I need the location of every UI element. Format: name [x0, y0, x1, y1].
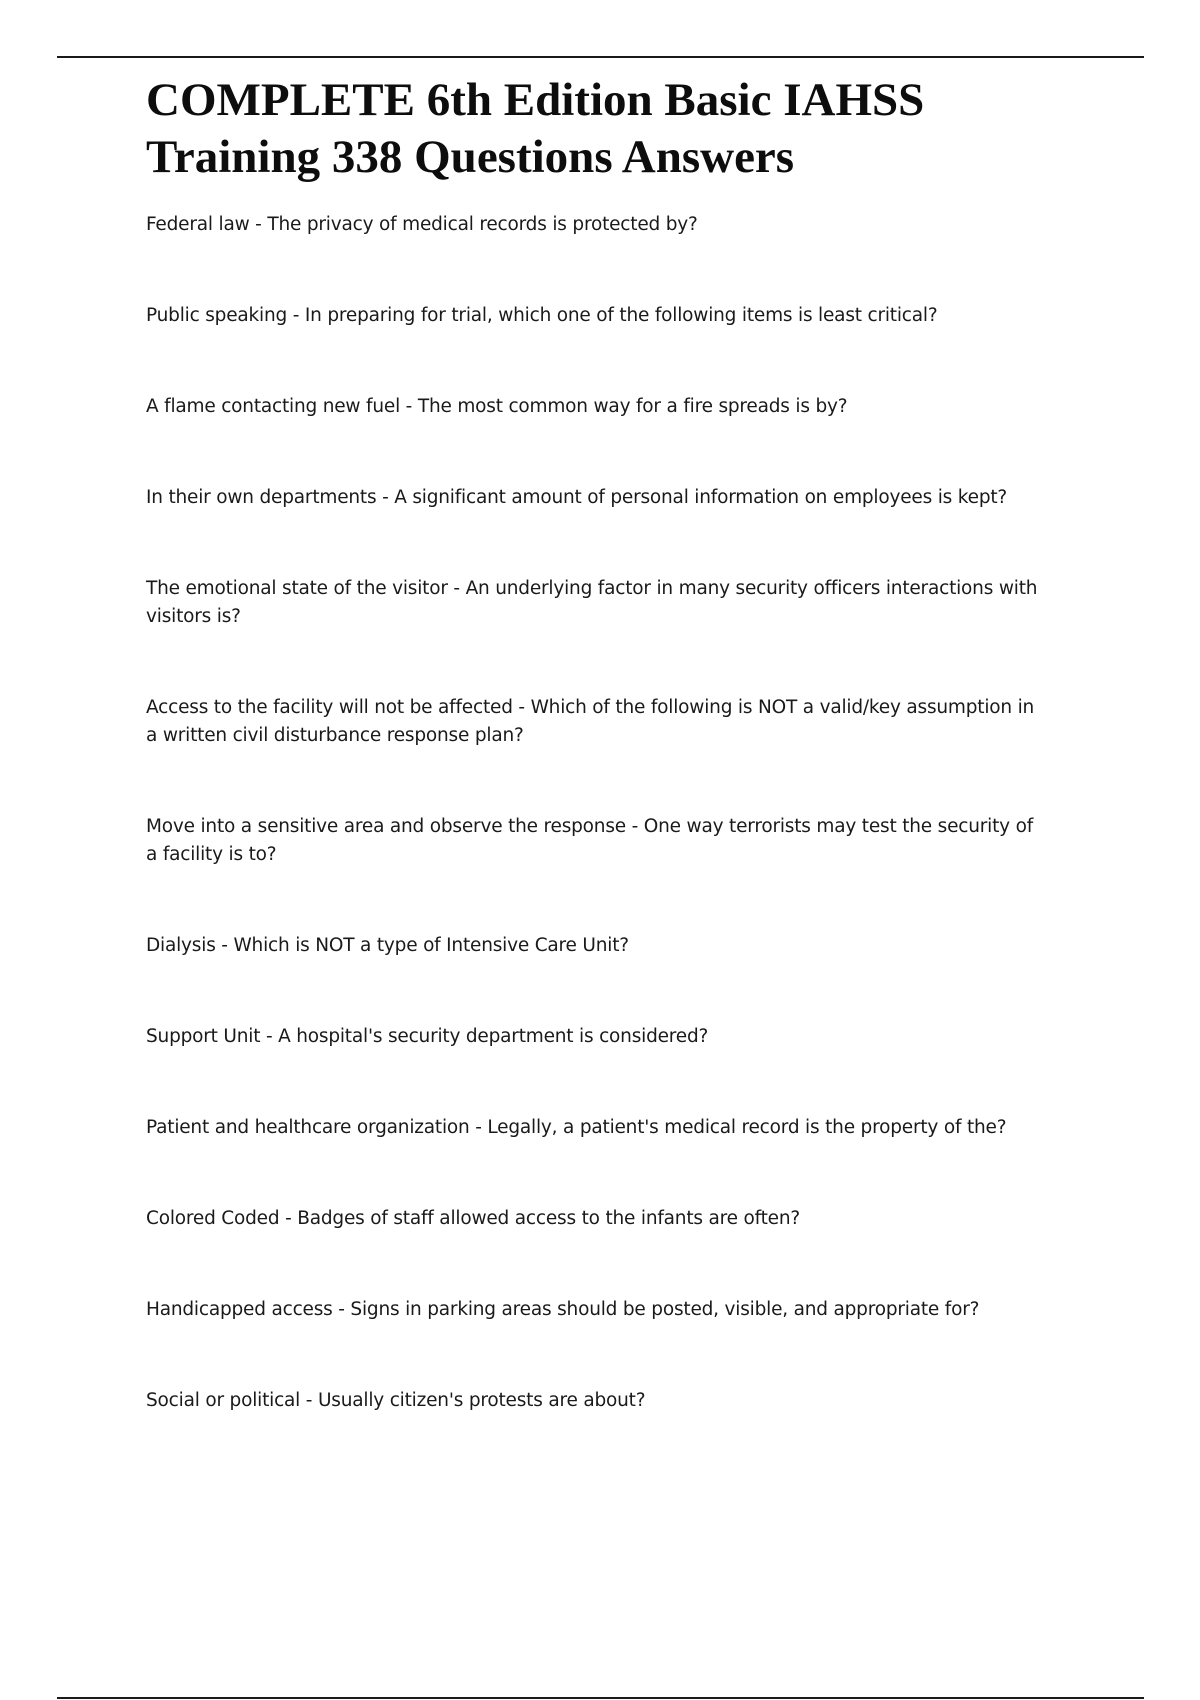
qa-item: Support Unit - A hospital's security department is considered? — [146, 1026, 709, 1047]
qa-item: The emotional state of the visitor - An underlying factor in many security officers interactions with visitors is? — [146, 578, 1038, 627]
qa-item: Federal law - The privacy of medical records is protected by? — [146, 214, 698, 235]
qa-item: Dialysis - Which is NOT a type of Intensive Care Unit? — [146, 935, 629, 956]
bottom-rule — [57, 1697, 1144, 1699]
page-title: COMPLETE 6th Edition Basic IAHSS Training 338 Questions Answers — [146, 74, 925, 183]
qa-item: Social or political - Usually citizen's protests are about? — [146, 1390, 646, 1411]
qa-item: Access to the facility will not be affected - Which of the following is NOT a valid/key assumption in a written civil disturbance response plan? — [146, 697, 1035, 746]
qa-item: A flame contacting new fuel - The most common way for a fire spreads is by? — [146, 396, 848, 417]
qa-item: Public speaking - In preparing for trial, which one of the following items is least critical? — [146, 305, 938, 326]
top-rule — [57, 56, 1144, 58]
qa-item: Handicapped access - Signs in parking areas should be posted, visible, and appropriate for? — [146, 1299, 980, 1320]
qa-item: In their own departments - A significant amount of personal information on employees is kept? — [146, 487, 1008, 508]
qa-list — [146, 211, 1046, 1478]
qa-item: Colored Coded - Badges of staff allowed access to the infants are often? — [146, 1208, 800, 1229]
qa-item: Patient and healthcare organization - Legally, a patient's medical record is the property of the? — [146, 1117, 1007, 1138]
qa-item: Move into a sensitive area and observe the response - One way terrorists may test the security of a facility is to? — [146, 816, 1034, 865]
